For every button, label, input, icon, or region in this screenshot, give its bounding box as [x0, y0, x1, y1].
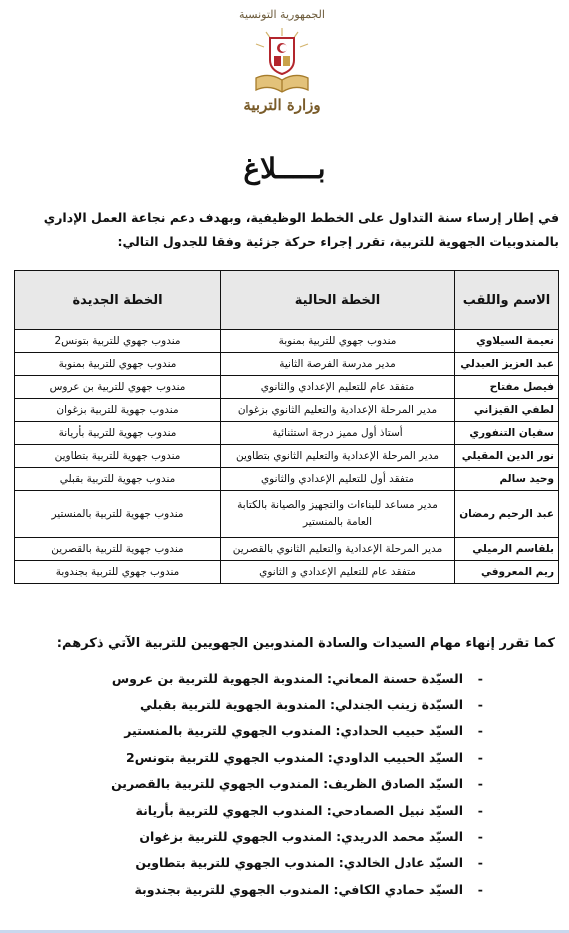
list-item-text: السيّدة زينب الجندلي: المندوبة الجهوية للتربية بقبلي — [139, 697, 463, 713]
republic-heading: الجمهورية التونسية — [239, 8, 325, 21]
cell-name: نعيمة السيلاوي — [455, 330, 559, 353]
cell-current: متفقد أول للتعليم الإعدادي والثانوي — [221, 468, 455, 491]
list-item — [111, 771, 483, 797]
cell-name: عبد الرحيم رمضان — [455, 491, 559, 538]
table-row — [15, 422, 559, 445]
table-row — [15, 376, 559, 399]
cell-new: مندوب جهوية للتربية بتطاوين — [15, 445, 221, 468]
list-item-text: السيّد حمادي الكافي: المندوب الجهوي للتربية بجندوبة — [134, 881, 463, 897]
list-bullet: - — [477, 855, 483, 871]
cell-new: مندوب جهوي للتربية بمنوبة — [15, 353, 221, 376]
cell-new: مندوب جهوية للتربية بزغوان — [15, 399, 221, 422]
cell-new: مندوب جهوي للتربية بن عروس — [15, 376, 221, 399]
cell-current: متفقد عام للتعليم الإعدادي والثانوي — [221, 376, 455, 399]
cell-current: متفقد عام للتعليم الإعدادي و الثانوي — [221, 561, 455, 584]
emblem-icon — [252, 26, 312, 96]
list-item — [111, 823, 483, 849]
list-item — [111, 797, 483, 823]
list-item — [111, 665, 483, 691]
list-bullet: - — [477, 749, 483, 765]
cell-current: مدير مساعد للبناءات والتجهيز والصيانة بالكتابة العامة بالمنستير — [221, 491, 455, 538]
list-bullet: - — [477, 723, 483, 739]
page-title: بـــــلاغ — [243, 152, 326, 185]
cell-current: مدير المرحلة الإعدادية والتعليم الثانوي بتطاوين — [221, 445, 455, 468]
header-new-post: الخطة الجديدة — [15, 271, 221, 330]
table-row — [15, 491, 559, 538]
cell-name: عبد العزيز العبدلي — [455, 353, 559, 376]
table-row — [15, 330, 559, 353]
table-row — [15, 561, 559, 584]
list-item — [111, 718, 483, 744]
cell-name: فيصل مفتاح — [455, 376, 559, 399]
list-item — [111, 876, 483, 902]
header-name: الاسم واللقب — [455, 271, 559, 330]
cell-current: مندوب جهوي للتربية بمنوبة — [221, 330, 455, 353]
list-bullet: - — [477, 829, 483, 845]
list-bullet: - — [477, 697, 483, 713]
list-bullet: - — [477, 881, 483, 897]
header-current-post: الخطة الحالية — [221, 271, 455, 330]
transfers-table — [14, 270, 559, 584]
list-bullet: - — [477, 776, 483, 792]
table-row — [15, 445, 559, 468]
cell-name: نور الدين المقيلي — [455, 445, 559, 468]
cell-new: مندوب جهوي للتربية بجندوبة — [15, 561, 221, 584]
cell-name: وحيد سالم — [455, 468, 559, 491]
cell-current: مدير المرحلة الإعدادية والتعليم الثانوي بزغوان — [221, 399, 455, 422]
list-item — [111, 850, 483, 876]
intro-paragraph: في إطار إرساء سنة التداول على الخطط الوظيفية، وبهدف دعم نجاعة العمل الإداري بالمندوبيات الجهوية للتربية، تقرر إجراء حركة جزئية وفقا للجدول التالي: — [43, 210, 559, 249]
list-item-text: السيّد نبيل الصمادحي: المندوب الجهوي للتربية بأريانة — [135, 802, 463, 818]
cell-current: مدير مدرسة الفرصة الثانية — [221, 353, 455, 376]
cell-new: مندوب جهوي للتربية بتونس2 — [15, 330, 221, 353]
terminated-delegates-list — [111, 665, 483, 903]
list-item-text: السيّد الصادق الظريف: المندوب الجهوي للتربية بالقصرين — [111, 776, 463, 792]
list-bullet: - — [477, 802, 483, 818]
table-row — [15, 468, 559, 491]
list-item-text: السيّد الحبيب الداودي: المندوب الجهوي للتربية بتونس2 — [126, 749, 463, 765]
list-item-text: السيّدة حسنة المعاني: المندوبة الجهوية للتربية بن عروس — [111, 670, 463, 686]
closing-statement: كما تقرر إنهاء مهام السيدات والسادة المندوبين الجهويين للتربية الآتي ذكرهم: — [56, 636, 555, 651]
list-item-text: السيّد محمد الدريدي: المندوب الجهوي للتربية بزغوان — [139, 829, 463, 845]
list-item-text: السيّد عادل الخالدي: المندوب الجهوي للتربية بتطاوين — [135, 855, 463, 871]
list-item-text: السيّد حبيب الحدادي: المندوب الجهوي للتربية بالمنستير — [124, 723, 463, 739]
table-row — [15, 353, 559, 376]
cell-new: مندوب جهوية للتربية بقبلي — [15, 468, 221, 491]
list-bullet: - — [477, 670, 483, 686]
table-row — [15, 538, 559, 561]
table-row — [15, 399, 559, 422]
cell-current: مدير المرحلة الإعدادية والتعليم الثانوي بالقصرين — [221, 538, 455, 561]
cell-new: مندوب جهوية للتربية بأريانة — [15, 422, 221, 445]
list-item — [111, 691, 483, 717]
list-item — [111, 744, 483, 770]
cell-current: أستاذ أول مميز درجة استثنائية — [221, 422, 455, 445]
cell-new: مندوب جهوية للتربية بالمنستير — [15, 491, 221, 538]
ministry-emblem — [222, 8, 342, 120]
ministry-name: وزارة التربية — [243, 96, 321, 114]
cell-name: بلقاسم الرميلي — [455, 538, 559, 561]
cell-new: مندوب جهوية للتربية بالقصرين — [15, 538, 221, 561]
cell-name: ريم المعروفي — [455, 561, 559, 584]
cell-name: لطفي القيزاني — [455, 399, 559, 422]
cell-name: سفيان التنفوري — [455, 422, 559, 445]
table-header-row — [15, 271, 559, 330]
